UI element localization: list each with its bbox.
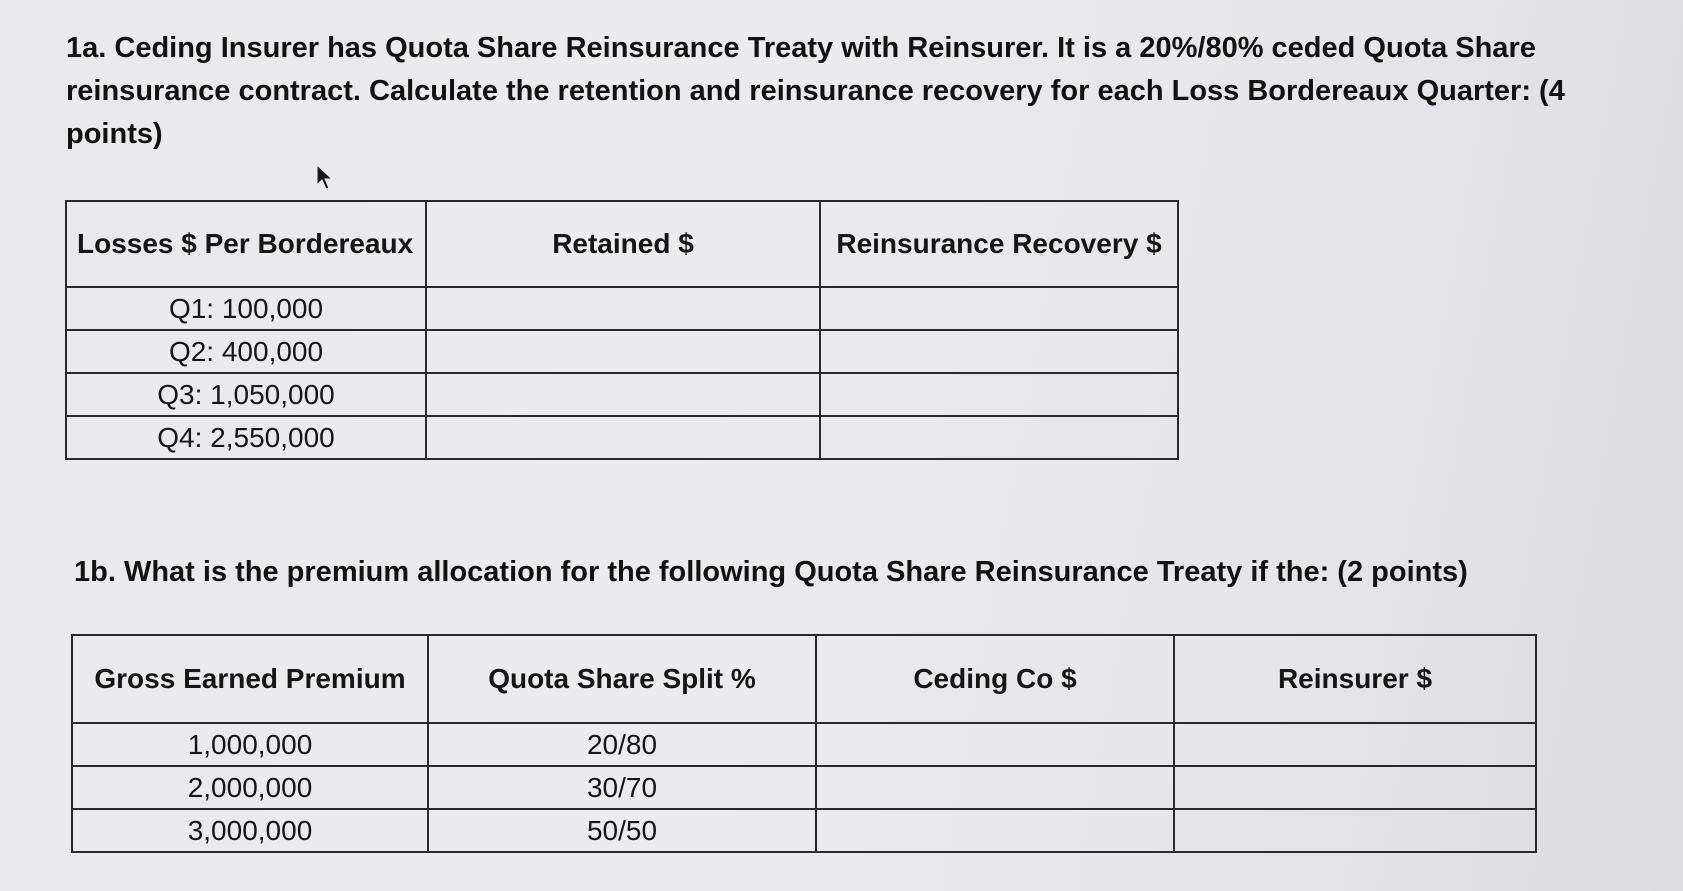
ceding-co-cell[interactable]: [816, 723, 1174, 766]
split-cell: 30/70: [428, 766, 816, 809]
table-header-row: [72, 635, 1536, 723]
recovery-cell[interactable]: [820, 373, 1178, 416]
reinsurer-cell[interactable]: [1174, 809, 1536, 852]
retained-cell[interactable]: [426, 330, 820, 373]
table-row: [72, 723, 1536, 766]
loss-quarter-cell: Q2: 400,000: [66, 330, 426, 373]
split-cell: 50/50: [428, 809, 816, 852]
question-1a-text: 1a. Ceding Insurer has Quota Share Reinsurance Treaty with Reinsurer. It is a 20%/80% ceded Quota Share reinsurance contract. Calculate the retention and reinsurance recovery for each Loss Bordereaux Quarter: (4 points): [66, 32, 1565, 150]
gross-premium-cell: 3,000,000: [72, 809, 428, 852]
loss-quarter-cell: Q3: 1,050,000: [66, 373, 426, 416]
mouse-pointer-icon: [315, 163, 339, 193]
retained-cell[interactable]: [426, 287, 820, 330]
recovery-cell[interactable]: [820, 287, 1178, 330]
table-row: [72, 766, 1536, 809]
header-reinsurer: Reinsurer $: [1174, 635, 1536, 723]
header-quota-share-split: Quota Share Split %: [428, 635, 816, 723]
header-retained: Retained $: [426, 201, 820, 287]
premium-allocation-table: [71, 634, 1537, 853]
table-row: [66, 287, 1178, 330]
table-row: [66, 373, 1178, 416]
loss-quarter-cell: Q1: 100,000: [66, 287, 426, 330]
reinsurer-cell[interactable]: [1174, 766, 1536, 809]
table-header-row: [66, 201, 1178, 287]
recovery-cell[interactable]: [820, 330, 1178, 373]
ceding-co-cell[interactable]: [816, 809, 1174, 852]
question-1b-text: 1b. What is the premium allocation for the following Quota Share Reinsurance Treaty if the: (2 points): [74, 556, 1468, 588]
retained-cell[interactable]: [426, 416, 820, 459]
losses-table: [65, 200, 1179, 460]
retained-cell[interactable]: [426, 373, 820, 416]
table-row: [66, 416, 1178, 459]
recovery-cell[interactable]: [820, 416, 1178, 459]
header-ceding-co: Ceding Co $: [816, 635, 1174, 723]
table-row: [72, 809, 1536, 852]
reinsurer-cell[interactable]: [1174, 723, 1536, 766]
header-losses-per-bordereaux: Losses $ Per Bordereaux: [66, 201, 426, 287]
gross-premium-cell: 1,000,000: [72, 723, 428, 766]
header-reinsurance-recovery: Reinsurance Recovery $: [820, 201, 1178, 287]
split-cell: 20/80: [428, 723, 816, 766]
table-row: [66, 330, 1178, 373]
header-gross-earned-premium: Gross Earned Premium: [72, 635, 428, 723]
gross-premium-cell: 2,000,000: [72, 766, 428, 809]
ceding-co-cell[interactable]: [816, 766, 1174, 809]
loss-quarter-cell: Q4: 2,550,000: [66, 416, 426, 459]
